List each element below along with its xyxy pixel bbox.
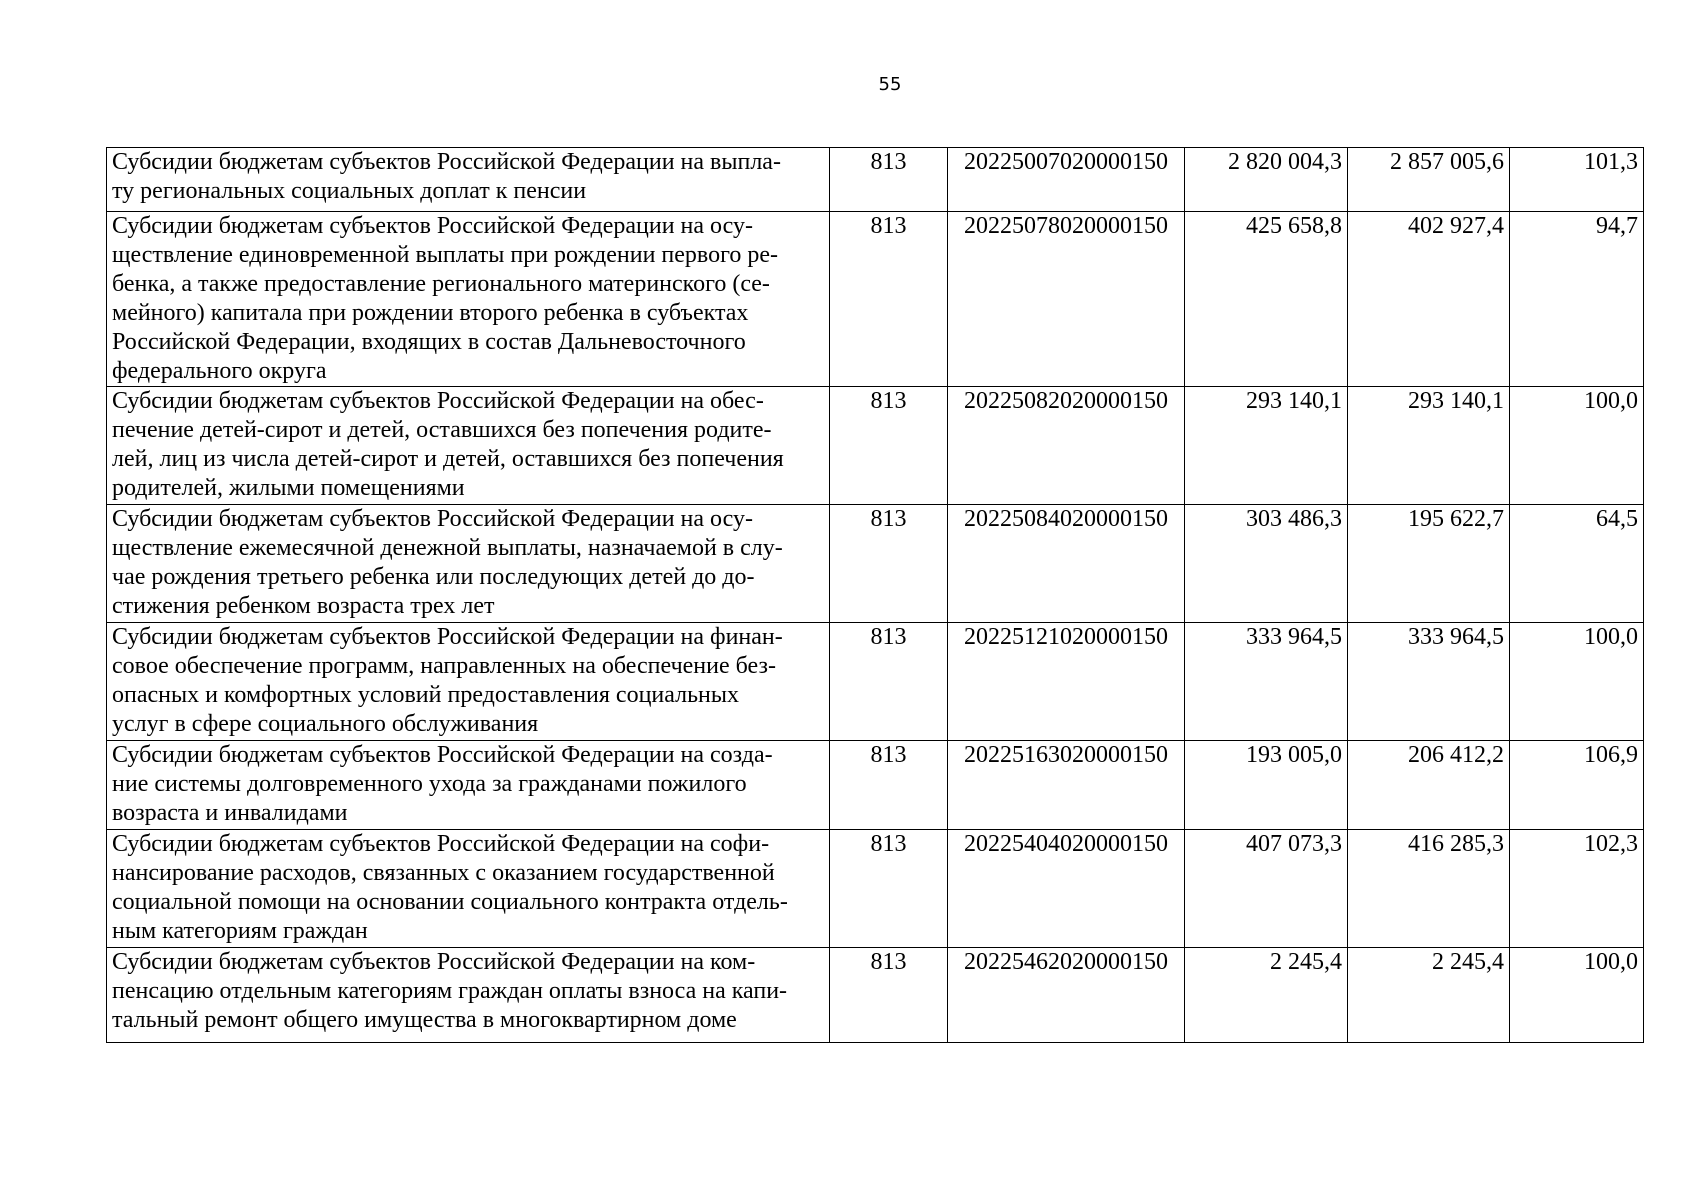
budget-table	[106, 147, 1644, 1043]
percent-cell: 102,3	[1510, 830, 1644, 948]
admin-code-cell: 813	[830, 948, 948, 1043]
admin-code-cell: 813	[830, 623, 948, 741]
actual-amount-cell: 333 964,5	[1348, 623, 1510, 741]
actual-amount-cell: 2 857 005,6	[1348, 148, 1510, 212]
table-row	[107, 830, 1644, 948]
description-cell: Субсидии бюджетам субъектов Российской Федерации на ком- пенсацию отдельным категориям граждан оплаты взноса на капи- тальный ремонт общего имущества в многоквартирном доме	[107, 948, 830, 1043]
budget-code-cell: 20225084020000150	[948, 505, 1185, 623]
plan-amount-cell: 293 140,1	[1185, 387, 1348, 505]
table-row	[107, 387, 1644, 505]
plan-amount-cell: 193 005,0	[1185, 741, 1348, 830]
admin-code-cell: 813	[830, 505, 948, 623]
description-cell: Субсидии бюджетам субъектов Российской Федерации на выпла- ту региональных социальных доплат к пенсии	[107, 148, 830, 212]
budget-code-cell: 20225404020000150	[948, 830, 1185, 948]
percent-cell: 64,5	[1510, 505, 1644, 623]
table-row	[107, 623, 1644, 741]
plan-amount-cell: 333 964,5	[1185, 623, 1348, 741]
budget-code-cell: 20225121020000150	[948, 623, 1185, 741]
plan-amount-cell: 2 245,4	[1185, 948, 1348, 1043]
budget-code-cell: 20225082020000150	[948, 387, 1185, 505]
actual-amount-cell: 293 140,1	[1348, 387, 1510, 505]
plan-amount-cell: 303 486,3	[1185, 505, 1348, 623]
admin-code-cell: 813	[830, 212, 948, 387]
admin-code-cell: 813	[830, 148, 948, 212]
admin-code-cell: 813	[830, 830, 948, 948]
table-row	[107, 148, 1644, 212]
percent-cell: 100,0	[1510, 948, 1644, 1043]
plan-amount-cell: 2 820 004,3	[1185, 148, 1348, 212]
actual-amount-cell: 2 245,4	[1348, 948, 1510, 1043]
actual-amount-cell: 416 285,3	[1348, 830, 1510, 948]
description-cell: Субсидии бюджетам субъектов Российской Федерации на осу- ществление ежемесячной денежной выплаты, назначаемой в слу- чае рождения третьего ребенка или последующих детей до до- стижения ребенком возраста трех лет	[107, 505, 830, 623]
page-number: 55	[878, 74, 902, 95]
percent-cell: 101,3	[1510, 148, 1644, 212]
actual-amount-cell: 206 412,2	[1348, 741, 1510, 830]
description-cell: Субсидии бюджетам субъектов Российской Федерации на осу- ществление единовременной выплаты при рождении первого ре- бенка, а также предоставление регионального материнского (се- мейного) капитала при рождении второго ребенка в субъектах Российской Федерации, входящих в состав Дальневосточного федерального округа	[107, 212, 830, 387]
budget-code-cell: 20225462020000150	[948, 948, 1185, 1043]
description-cell: Субсидии бюджетам субъектов Российской Федерации на созда- ние системы долговременного ухода за гражданами пожилого возраста и инвалидами	[107, 741, 830, 830]
budget-code-cell: 20225163020000150	[948, 741, 1185, 830]
percent-cell: 100,0	[1510, 387, 1644, 505]
description-cell: Субсидии бюджетам субъектов Российской Федерации на софи- нансирование расходов, связанных с оказанием государственной социальной помощи на основании социального контракта отдель- ным категориям граждан	[107, 830, 830, 948]
percent-cell: 106,9	[1510, 741, 1644, 830]
actual-amount-cell: 402 927,4	[1348, 212, 1510, 387]
budget-code-cell: 20225078020000150	[948, 212, 1185, 387]
table-row	[107, 505, 1644, 623]
table-row	[107, 948, 1644, 1043]
plan-amount-cell: 425 658,8	[1185, 212, 1348, 387]
table-row	[107, 212, 1644, 387]
percent-cell: 94,7	[1510, 212, 1644, 387]
description-cell: Субсидии бюджетам субъектов Российской Федерации на обес- печение детей-сирот и детей, оставшихся без попечения родите- лей, лиц из числа детей-сирот и детей, оставшихся без попечения родителей, жилыми помещениями	[107, 387, 830, 505]
table-row	[107, 741, 1644, 830]
description-cell: Субсидии бюджетам субъектов Российской Федерации на финан- совое обеспечение программ, направленных на обеспечение без- опасных и комфортных условий предоставления социальных услуг в сфере социального обслуживания	[107, 623, 830, 741]
percent-cell: 100,0	[1510, 623, 1644, 741]
actual-amount-cell: 195 622,7	[1348, 505, 1510, 623]
budget-code-cell: 20225007020000150	[948, 148, 1185, 212]
admin-code-cell: 813	[830, 387, 948, 505]
plan-amount-cell: 407 073,3	[1185, 830, 1348, 948]
admin-code-cell: 813	[830, 741, 948, 830]
